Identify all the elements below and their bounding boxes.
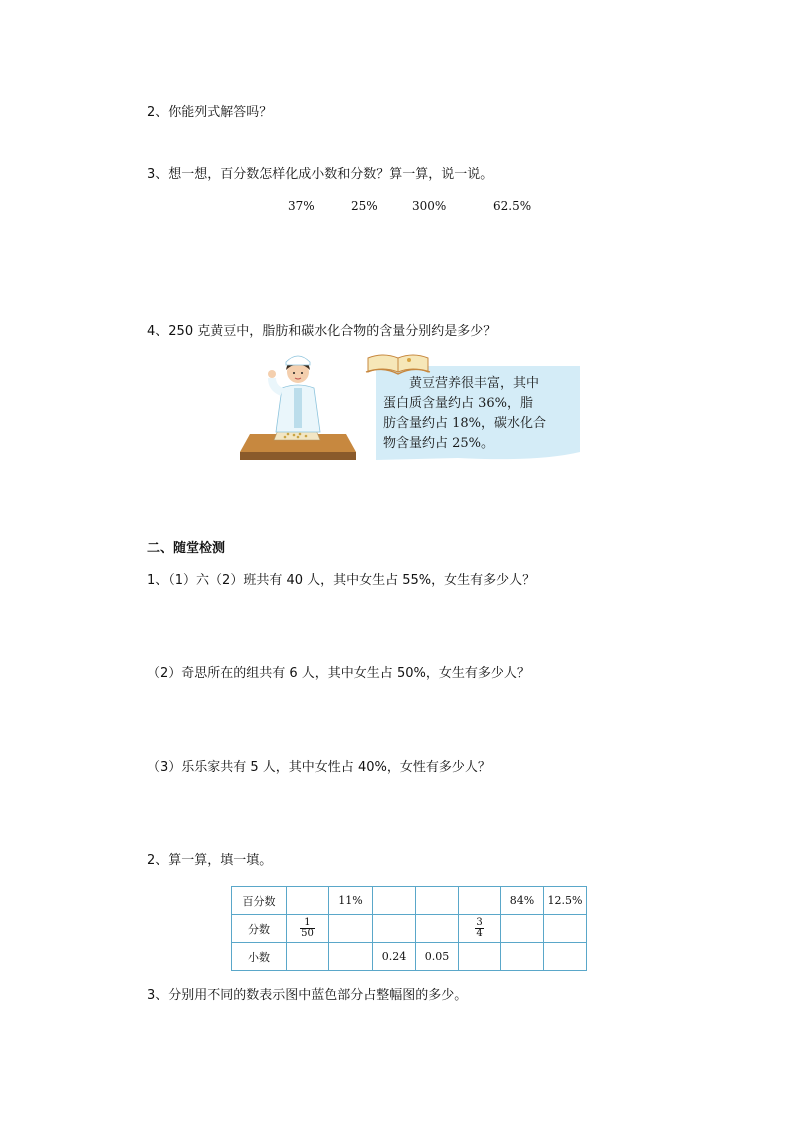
conversion-table: [231, 886, 587, 971]
fraction: [475, 918, 483, 939]
question-2: 2、你能列式解答吗？: [147, 105, 273, 120]
table-cell: 12.5%: [544, 887, 587, 915]
table-cell: 11%: [329, 887, 373, 915]
question-3: 3、想一想，百分数怎样化成小数和分数？算一算，说一说。: [147, 167, 494, 182]
soybean-nutrition-note: [383, 374, 579, 454]
table-row: [232, 887, 587, 915]
row-label-percent: 百分数: [232, 887, 287, 915]
table-cell[interactable]: [459, 943, 501, 971]
percent-value: 25%: [351, 199, 378, 213]
table-cell[interactable]: [373, 915, 416, 943]
fraction-denominator: 50: [301, 928, 314, 939]
table-cell[interactable]: [416, 887, 459, 915]
note-line: 肪含量约占 18%，碳水化合: [383, 416, 547, 431]
percent-value: 37%: [288, 199, 315, 213]
table-cell[interactable]: [329, 915, 373, 943]
fraction-denominator: 4: [476, 928, 483, 939]
table-cell: 84%: [501, 887, 544, 915]
table-cell: 0.05: [416, 943, 459, 971]
question-4: 4、250 克黄豆中，脂肪和碳水化合物的含量分别约是多少？: [147, 324, 497, 339]
exercise-1-part-1: 1、（1）六（2）班共有 40 人，其中女生占 55%，女生有多少人？: [147, 573, 536, 588]
note-line: 黄豆营养很丰富，其中: [409, 376, 540, 391]
exercise-1-part-2: （2）奇思所在的组共有 6 人，其中女生占 50%，女生有多少人？: [147, 666, 530, 681]
note-line: 蛋白质含量约占 36%，脂: [383, 396, 534, 411]
percent-value: 300%: [412, 199, 447, 213]
fraction: [300, 918, 315, 939]
exercise-3: 3、分别用不同的数表示图中蓝色部分占整幅图的多少。: [147, 988, 468, 1003]
row-label-decimal: 小数: [232, 943, 287, 971]
table-cell: [287, 915, 329, 943]
fraction-numerator: 1: [304, 917, 311, 928]
table-cell[interactable]: [501, 915, 544, 943]
table-cell[interactable]: [544, 943, 587, 971]
table-cell[interactable]: [501, 943, 544, 971]
exercise-2: 2、算一算，填一填。: [147, 853, 273, 868]
table-cell[interactable]: [544, 915, 587, 943]
row-label-fraction: 分数: [232, 915, 287, 943]
table-cell[interactable]: [416, 915, 459, 943]
table-cell[interactable]: [287, 887, 329, 915]
table-row: [232, 943, 587, 971]
fraction-numerator: 3: [476, 917, 483, 928]
note-line: 物含量约占 25%。: [383, 436, 495, 451]
table-cell[interactable]: [459, 887, 501, 915]
table-cell[interactable]: [373, 887, 416, 915]
table-cell[interactable]: [287, 943, 329, 971]
exercise-1-part-3: （3）乐乐家共有 5 人，其中女性占 40%，女性有多少人？: [147, 760, 491, 775]
table-cell: [459, 915, 501, 943]
table-row: [232, 915, 587, 943]
table-cell: 0.24: [373, 943, 416, 971]
section-heading: 二、随堂检测: [147, 541, 226, 556]
percent-value: 62.5%: [493, 199, 532, 213]
table-cell[interactable]: [329, 943, 373, 971]
